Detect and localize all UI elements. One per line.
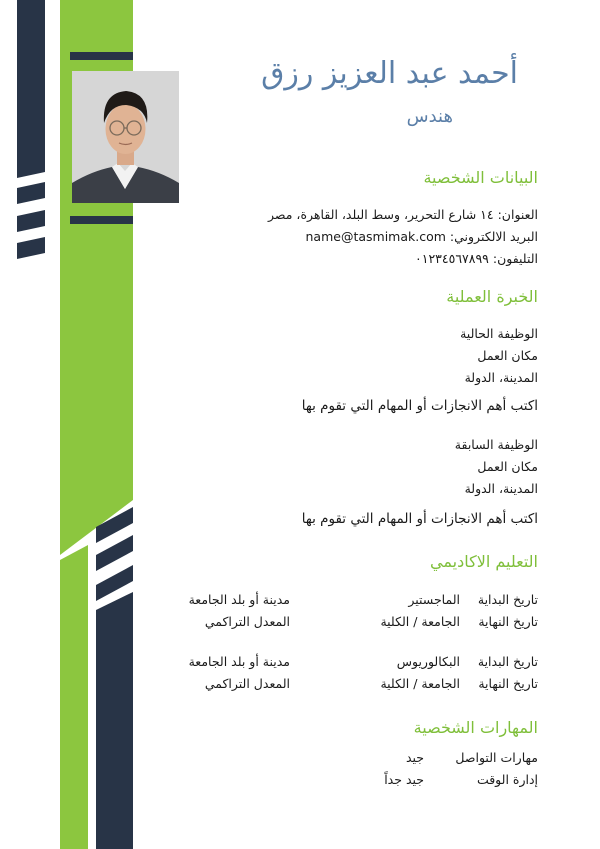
experience-section-heading: الخبرة العملية [446, 287, 538, 306]
job-location: المدينة، الدولة [464, 481, 538, 496]
education-gpa: المعدل التراكمي [204, 614, 290, 629]
skill-name: إدارة الوقت [476, 772, 538, 787]
education-degree: الماجستير [408, 592, 460, 607]
education-end: تاريخ النهاية [478, 614, 538, 629]
job-tasks: اكتب أهم الانجازات أو المهام التي تقوم بها [301, 398, 538, 414]
candidate-name: أحمد عبد العزيز رزق [261, 56, 518, 91]
education-university: الجامعة / الكلية [380, 614, 460, 629]
phone-line: التليفون: ٠١٢٣٤٥٦٧٨٩٩ [415, 251, 538, 266]
skill-level: جيد [405, 750, 424, 765]
education-university: الجامعة / الكلية [380, 676, 460, 691]
personal-section-heading: البيانات الشخصية [423, 168, 538, 187]
job-location: المدينة، الدولة [464, 370, 538, 385]
education-gpa: المعدل التراكمي [204, 676, 290, 691]
skill-name: مهارات التواصل [455, 750, 538, 765]
education-start: تاريخ البداية [477, 592, 538, 607]
education-end: تاريخ النهاية [478, 676, 538, 691]
education-start: تاريخ البداية [477, 654, 538, 669]
education-city: مدينة أو بلد الجامعة [188, 654, 290, 669]
skill-level: جيد جداً [384, 772, 424, 787]
email-line: البريد الالكتروني: name@tasmimak.com [305, 229, 538, 244]
job-position: الوظيفة الحالية [460, 326, 538, 341]
candidate-title: هندس [406, 106, 453, 127]
education-section-heading: التعليم الاكاديمي [430, 552, 538, 571]
job-position: الوظيفة السابقة [454, 437, 538, 452]
profile-photo [72, 71, 179, 203]
education-city: مدينة أو بلد الجامعة [188, 592, 290, 607]
job-tasks: اكتب أهم الانجازات أو المهام التي تقوم بها [301, 511, 538, 527]
skills-section-heading: المهارات الشخصية [413, 718, 538, 737]
job-workplace: مكان العمل [477, 348, 538, 363]
address-line: العنوان: ١٤ شارع التحرير، وسط البلد، القاهرة، مصر [268, 207, 538, 222]
job-workplace: مكان العمل [477, 459, 538, 474]
education-degree: البكالوريوس [396, 654, 460, 669]
